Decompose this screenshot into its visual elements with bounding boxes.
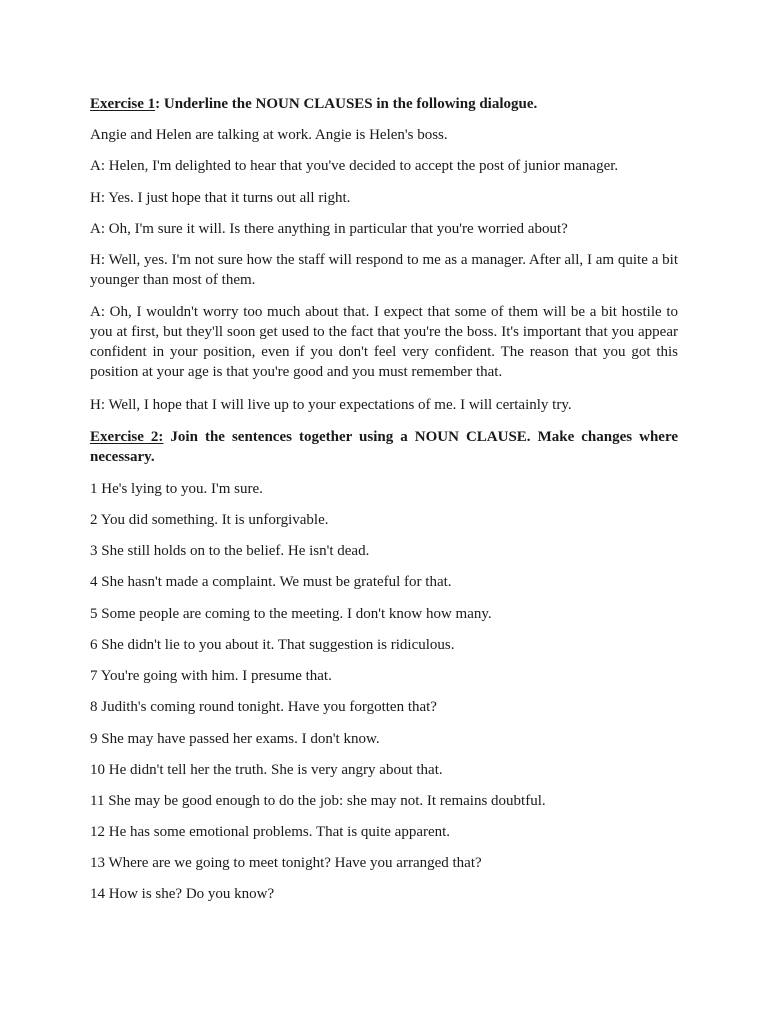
exercise-item: 10 He didn't tell her the truth. She is very angry about that.: [90, 762, 443, 778]
exercise-item: 3 She still holds on to the belief. He isn't dead.: [90, 543, 370, 559]
exercise-1-label: Exercise 1: [90, 96, 156, 112]
exercise-item: 12 He has some emotional problems. That is quite apparent.: [90, 824, 451, 840]
exercise-item: 1 He's lying to you. I'm sure.: [90, 481, 263, 497]
exercise-1-heading: [90, 94, 678, 114]
exercise-2-label: Exercise 2:: [90, 429, 164, 445]
exercise-2-instruction: Join the sentences together using a NOUN CLAUSE. Make changes where necessary.: [90, 429, 678, 465]
exercise-item: 11 She may be good enough to do the job: she may not. It remains doubtful.: [90, 793, 546, 809]
dialogue-line: A: Helen, I'm delighted to hear that you've decided to accept the post of junior manager.: [90, 158, 619, 174]
dialogue-line: A: Oh, I wouldn't worry too much about that. I expect that some of them will be a bit hostile to you at first, but they'll soon get used to the fact that you're the boss. It's important that you appear confident in your position, even if you don't feel very confident. The reason that you got this position at your age is that you're good and you must remember that.: [90, 304, 678, 380]
dialogue-line: H: Yes. I just hope that it turns out all right.: [90, 190, 351, 206]
exercise-item: 7 You're going with him. I presume that.: [90, 668, 332, 684]
exercise-item: 14 How is she? Do you know?: [90, 886, 275, 902]
exercise-item: 13 Where are we going to meet tonight? Have you arranged that?: [90, 855, 482, 871]
exercise-item: 9 She may have passed her exams. I don't know.: [90, 731, 380, 747]
dialogue-line: H: Well, I hope that I will live up to your expectations of me. I will certainly try.: [90, 397, 572, 413]
exercise-item: 2 You did something. It is unforgivable.: [90, 512, 329, 528]
exercise-item: 4 She hasn't made a complaint. We must be grateful for that.: [90, 574, 452, 590]
exercise-item: 5 Some people are coming to the meeting. I don't know how many.: [90, 606, 492, 622]
dialogue-line: H: Well, yes. I'm not sure how the staff will respond to me as a manager. After all, I am quite a bit younger than most of them.: [90, 252, 678, 288]
exercise-item: 8 Judith's coming round tonight. Have you forgotten that?: [90, 699, 437, 715]
exercise-2-heading: [90, 427, 678, 467]
exercise-1-instruction: : Underline the NOUN CLAUSES in the following dialogue.: [155, 96, 538, 112]
exercise-item: 6 She didn't lie to you about it. That suggestion is ridiculous.: [90, 637, 455, 653]
dialogue-line: A: Oh, I'm sure it will. Is there anything in particular that you're worried about?: [90, 221, 568, 237]
dialogue-intro: Angie and Helen are talking at work. Angie is Helen's boss.: [90, 127, 448, 143]
